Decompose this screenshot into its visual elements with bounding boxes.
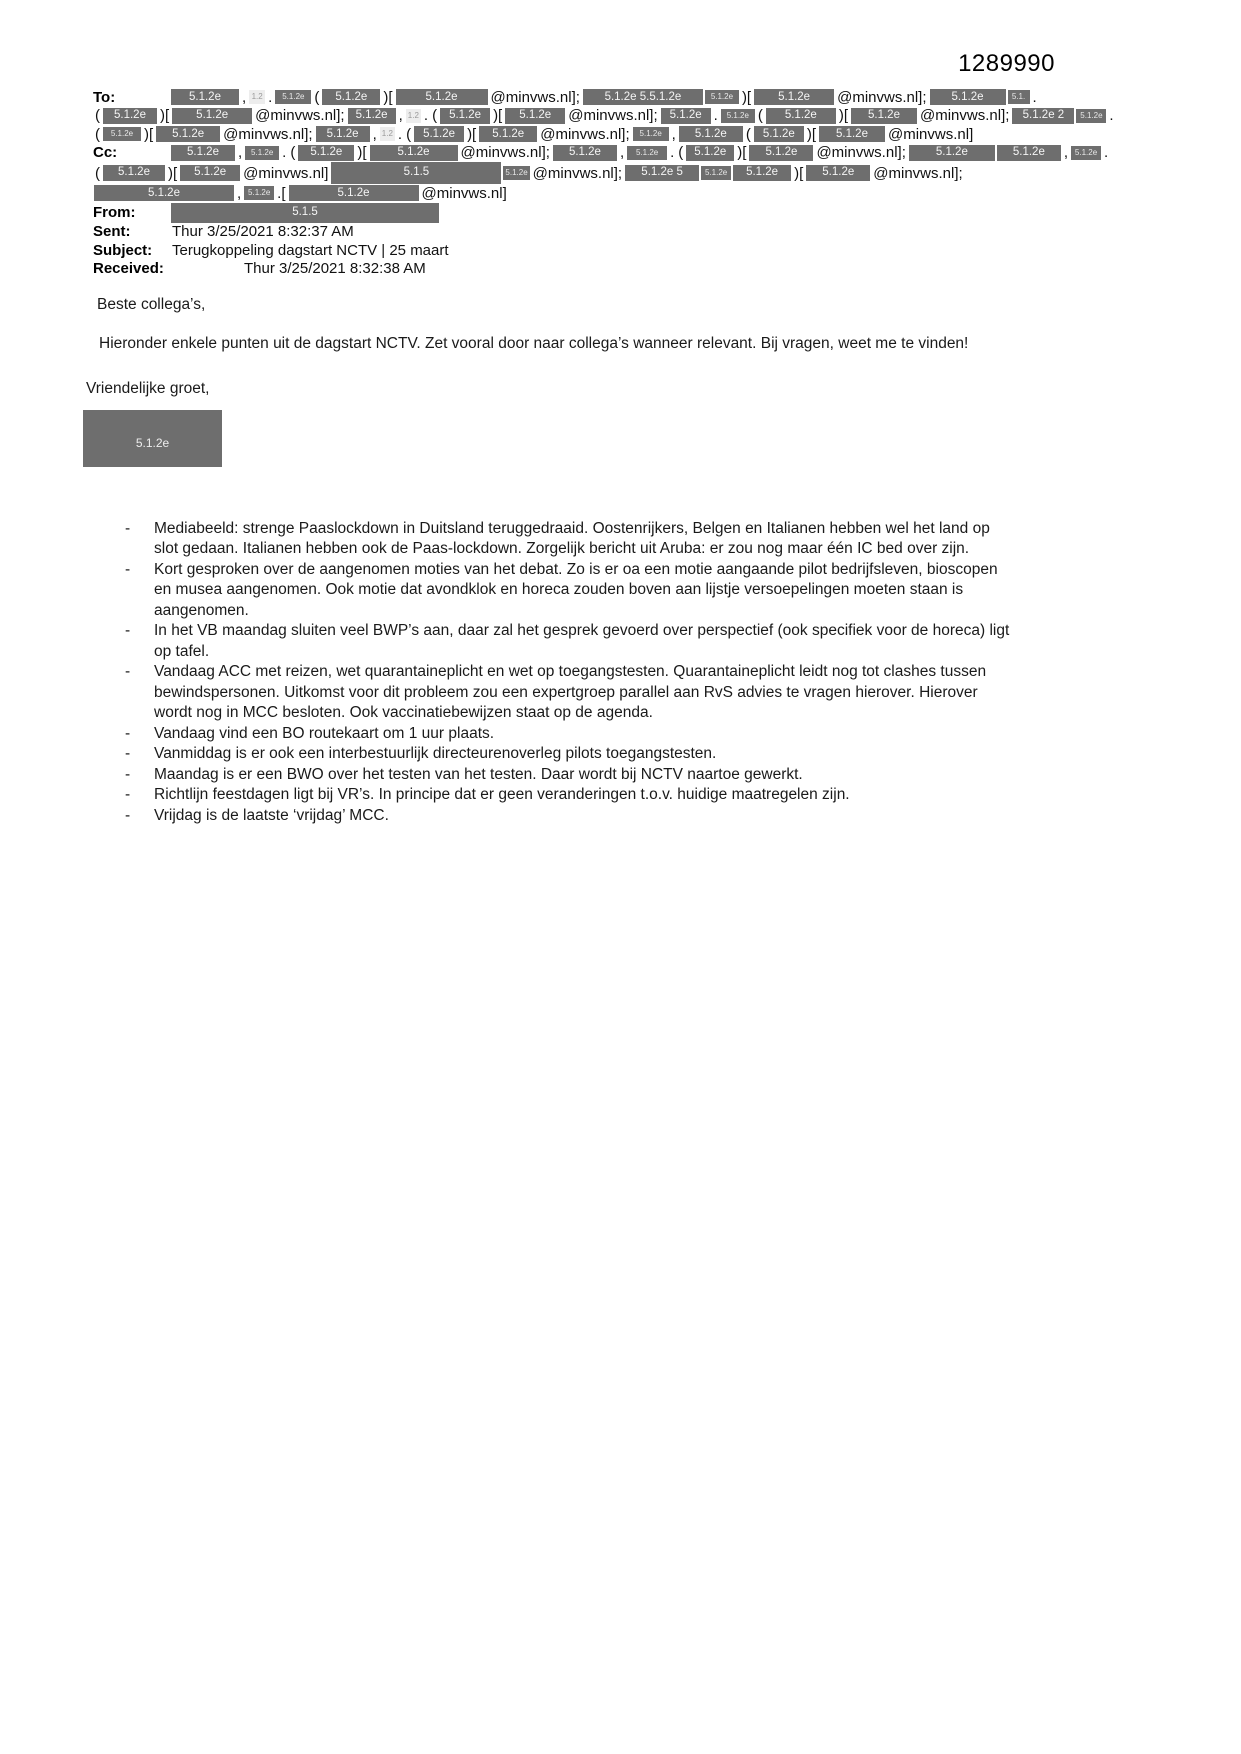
bullet-item (125, 560, 1032, 622)
header-text: Thur 3/25/2021 8:32:37 AM (172, 223, 354, 241)
header-field-label: From: (93, 204, 136, 221)
redaction-box: 5.1.2e (103, 108, 157, 124)
header-text: ( (745, 125, 751, 143)
redaction-box: 5.1.2e (633, 127, 669, 141)
bullet-text: In het VB maandag sluiten veel BWP’s aan, daar zal het gesprek gevoerd over perspectief (ook specifiek voor de horeca) ligt op tafel. (154, 622, 1010, 660)
header-text: , (671, 125, 676, 143)
header-text: )[ (168, 164, 178, 182)
header-text: . (1104, 144, 1109, 162)
header-field-label: To: (93, 88, 116, 106)
closing-text: Vriendelijke groet, (86, 380, 210, 397)
redaction-box: 5.1.2e (322, 89, 380, 105)
redaction-box: 5.1.2e (370, 145, 458, 161)
bullet-marker: - (125, 786, 131, 803)
header-field-value (93, 162, 965, 184)
bullet-item (125, 724, 1032, 745)
header-text: . (397, 125, 403, 143)
redaction-box: 5.1.2e (930, 89, 1006, 105)
redaction-box: 5.1.2e (754, 126, 804, 142)
intro-text: Hieronder enkele punten uit de dagstart NCTV. Zet vooral door naar collega’s wanneer relevant. Bij vragen, weet me te vinden! (99, 334, 969, 352)
header-text: @minvws.nl] (888, 125, 974, 143)
redaction-box: 5.1.2e (103, 127, 141, 141)
redaction-box: 5.1.2e (766, 108, 836, 124)
header-row (93, 184, 1173, 203)
header-field-value (170, 260, 428, 277)
header-text: , (237, 184, 242, 202)
bullet-item (125, 765, 1032, 786)
redaction-box: 5.1.2e (553, 145, 617, 161)
redaction-box: 5.1.2e (661, 108, 711, 124)
header-row (93, 260, 1173, 279)
redaction-box: 5.1.2e 5.5.1.2e (583, 89, 703, 105)
header-text: .[ (277, 184, 286, 202)
redaction-box: 5.1.2e (171, 145, 235, 161)
header-row (93, 88, 1173, 107)
header-text: , (619, 144, 625, 162)
bullet-text: Vrijdag is de laatste ‘vrijdag’ MCC. (154, 806, 389, 824)
header-text: , (1063, 144, 1069, 162)
bullet-marker: - (125, 745, 131, 762)
bullet-marker: - (125, 663, 131, 680)
header-field-value (170, 203, 440, 223)
redaction-box: 5.1.2e (348, 108, 396, 124)
bullet-marker: - (125, 724, 131, 742)
header-text: )[ (737, 144, 747, 162)
redaction-box: 5.1.2e (396, 89, 488, 105)
redaction-box: 5.1.2e (819, 126, 885, 142)
header-text: , (238, 144, 243, 162)
header-text: @minvws.nl]; (223, 125, 313, 143)
header-field-value (93, 185, 509, 202)
bullet-marker: - (125, 622, 131, 639)
bullet-item (125, 806, 1032, 827)
redaction-box: 5.1.2e (754, 89, 834, 105)
redaction-box: 5.1.2e (245, 146, 279, 160)
header-text: , (398, 107, 403, 125)
bullet-text: Vanmiddag is er ook een interbestuurlijk directeurenoverleg pilots toegangstesten. (154, 745, 717, 762)
redaction-box: 5.1.5 (331, 162, 501, 184)
redaction-box: 5.1.2e (503, 166, 529, 180)
header-text: )[ (160, 107, 170, 125)
redaction-box: 5.1.5 (171, 203, 439, 223)
header-text: ( (314, 88, 320, 106)
redaction-box: 5.1.2e 2 (1012, 108, 1074, 124)
header-text: @minvws.nl]; (837, 88, 927, 106)
redaction-box: 5.1.2e (679, 126, 743, 142)
redaction-box: 5.1. (1008, 90, 1030, 104)
bullet-text: Vandaag vind een BO routekaart om 1 uur plaats. (154, 724, 495, 742)
redaction-box: 5.1.2e (701, 166, 731, 180)
header-text: )[ (794, 164, 804, 182)
bullet-list (97, 519, 1032, 827)
redaction-box: 5.1.2e (180, 165, 240, 181)
header-text: . (268, 88, 273, 106)
header-field-value (93, 107, 1116, 124)
header-text: @minvws.nl]; (540, 125, 630, 143)
bullet-text: Kort gesproken over de aangenomen moties van het debat. Zo is er oa een motie aangaande pilot bedrijfsleven, bioscopen en musea aangenomen. Ook motie dat avondklok en horeca zouden boven aan lijstje versoepelingen moeten staan is aangenomen. (154, 560, 998, 619)
bullet-text: Mediabeeld: strenge Paaslockdown in Duitsland teruggedraaid. Oostenrijkers, Belgen en Italianen hebben wel het land op slot gedaan. Italianen hebben ook de Paas-lockdown. Zorgelijk bericht uit Aruba: er zou nog maar één IC bed over zijn. (154, 519, 990, 557)
greeting-text: Beste collega’s, (97, 296, 206, 313)
bullet-marker: - (125, 519, 131, 537)
redaction-box: 5.1.2e (316, 126, 370, 142)
header-row (93, 162, 1173, 184)
header-field-label: Sent: (93, 223, 131, 241)
email-header (93, 88, 1173, 278)
redaction-box: 5.1.2e (156, 126, 220, 142)
header-text: Terugkoppeling dagstart NCTV | 25 maart (172, 241, 449, 259)
redaction-box: 5.1.2e (705, 90, 739, 104)
redaction-box: 5.1.2e (289, 185, 419, 201)
header-text: )[ (838, 107, 848, 125)
header-row (93, 223, 1173, 242)
redaction-box: 5.1.2e (94, 185, 234, 201)
header-field-value (170, 223, 356, 240)
header-text: @minvws.nl]; (532, 164, 623, 182)
header-text: @minvws.nl]; (873, 164, 963, 182)
bullet-marker: - (125, 560, 131, 578)
header-row (93, 203, 1173, 223)
header-text: @minvws.nl] (421, 184, 507, 202)
header-text: . (1032, 88, 1037, 106)
header-text: ( (406, 125, 412, 143)
header-text: ( (678, 144, 684, 162)
redaction-box: 5.1.2e (1076, 109, 1106, 123)
redaction-box: 5.1.2e (414, 126, 464, 142)
header-text: )[ (741, 88, 752, 106)
header-text: ( (95, 125, 100, 143)
header-text: . (713, 107, 718, 125)
header-text: ( (95, 164, 100, 182)
header-text: . (670, 144, 675, 162)
header-text: )[ (383, 88, 393, 106)
header-text: ( (95, 107, 100, 125)
header-field-label: Received: (93, 260, 164, 278)
header-text: @minvws.nl] (243, 164, 329, 182)
redaction-box: 1.2 (406, 109, 421, 123)
header-row (93, 125, 1173, 144)
header-text: @minvws.nl]; (816, 144, 906, 162)
redaction-box: 5.1.2e (997, 145, 1061, 161)
header-text: @minvws.nl]; (568, 107, 658, 125)
redaction-box: 5.1.2e (275, 90, 311, 104)
redaction-box: 5.1.2e (244, 186, 274, 200)
header-row (93, 107, 1173, 126)
bullet-item (125, 744, 1032, 765)
document-number: 1289990 (958, 50, 1055, 77)
redaction-box: 5.1.2e (171, 89, 239, 105)
header-text: )[ (357, 144, 367, 162)
header-text: , (372, 125, 377, 143)
redaction-box: 5.1.2e (686, 145, 734, 161)
header-text: )[ (806, 125, 816, 143)
bullet-marker: - (125, 806, 131, 824)
bullet-text: Richtlijn feestdagen ligt bij VR’s. In principe dat er geen veranderingen t.o.v. huidige maatregelen zijn. (154, 786, 850, 803)
header-text: )[ (144, 125, 154, 143)
redaction-box: 5.1.2e 5 (625, 165, 699, 181)
header-field-value (170, 144, 1110, 161)
redaction-box: 5.1.2e (172, 108, 252, 124)
bullet-text: Maandag is er een BWO over het testen van het testen. Daar wordt bij NCTV naartoe gewerkt. (154, 765, 803, 783)
header-text: @minvws.nl]; (255, 107, 345, 125)
header-text: @minvws.nl]; (920, 107, 1010, 125)
header-text: @minvws.nl]; (460, 144, 550, 162)
signature-redaction-box: 5.1.2e (83, 410, 222, 467)
redaction-box: 5.1.2e (909, 145, 995, 161)
header-field-value (93, 126, 975, 143)
header-row (93, 144, 1173, 163)
bullet-item (125, 519, 1032, 560)
bullet-item (125, 785, 1032, 806)
bullet-item (125, 621, 1032, 662)
redaction-box: 5.1.2e (733, 165, 791, 181)
redaction-box: 5.1.2e (505, 108, 565, 124)
bullet-marker: - (125, 765, 131, 783)
redaction-box: 5.1.2e (627, 146, 667, 160)
redaction-box: 1.2 (249, 90, 265, 104)
redaction-box: 5.1.2e (1071, 146, 1101, 160)
redaction-box: 5.1.2e (806, 165, 870, 181)
header-text: )[ (467, 125, 477, 143)
header-field-value (170, 242, 451, 259)
redaction-box: 5.1.2e (103, 165, 165, 181)
header-text: . (282, 144, 287, 162)
header-text: ( (290, 144, 296, 162)
email-body (86, 287, 1032, 826)
redaction-box: 5.1.2e (851, 108, 917, 124)
header-text: . (1109, 107, 1114, 125)
redaction-box: 5.1.2e (721, 109, 755, 123)
header-text: , (242, 88, 247, 106)
redaction-box: 5.1.2e (749, 145, 813, 161)
redaction-box: 1.2 (380, 127, 395, 141)
header-text: @minvws.nl]; (490, 88, 580, 106)
header-field-label: Cc: (93, 144, 118, 162)
header-text: . (423, 107, 429, 125)
bullet-text: Vandaag ACC met reizen, wet quarantaineplicht en wet op toegangstesten. Quarantaineplicht leidt nog tot clashes tussen bewindspersonen. Uitkomst voor dit probleem zou een expertgroep parallel aan RvS advies te vragen hierover. Hierover wordt nog in MCC besloten. Ook vaccinatiebewijzen staat op de agenda. (154, 663, 987, 721)
header-field-value (170, 89, 1039, 106)
bullet-item (125, 662, 1032, 724)
header-text: Thur 3/25/2021 8:32:38 AM (244, 260, 426, 278)
header-text: )[ (493, 107, 503, 125)
header-text: ( (757, 107, 763, 125)
redaction-box: 5.1.2e (298, 145, 354, 161)
header-field-label: Subject: (93, 241, 153, 259)
header-text: ( (432, 107, 438, 125)
redaction-box: 5.1.2e (440, 108, 490, 124)
header-row (93, 241, 1173, 260)
redaction-box: 5.1.2e (479, 126, 537, 142)
